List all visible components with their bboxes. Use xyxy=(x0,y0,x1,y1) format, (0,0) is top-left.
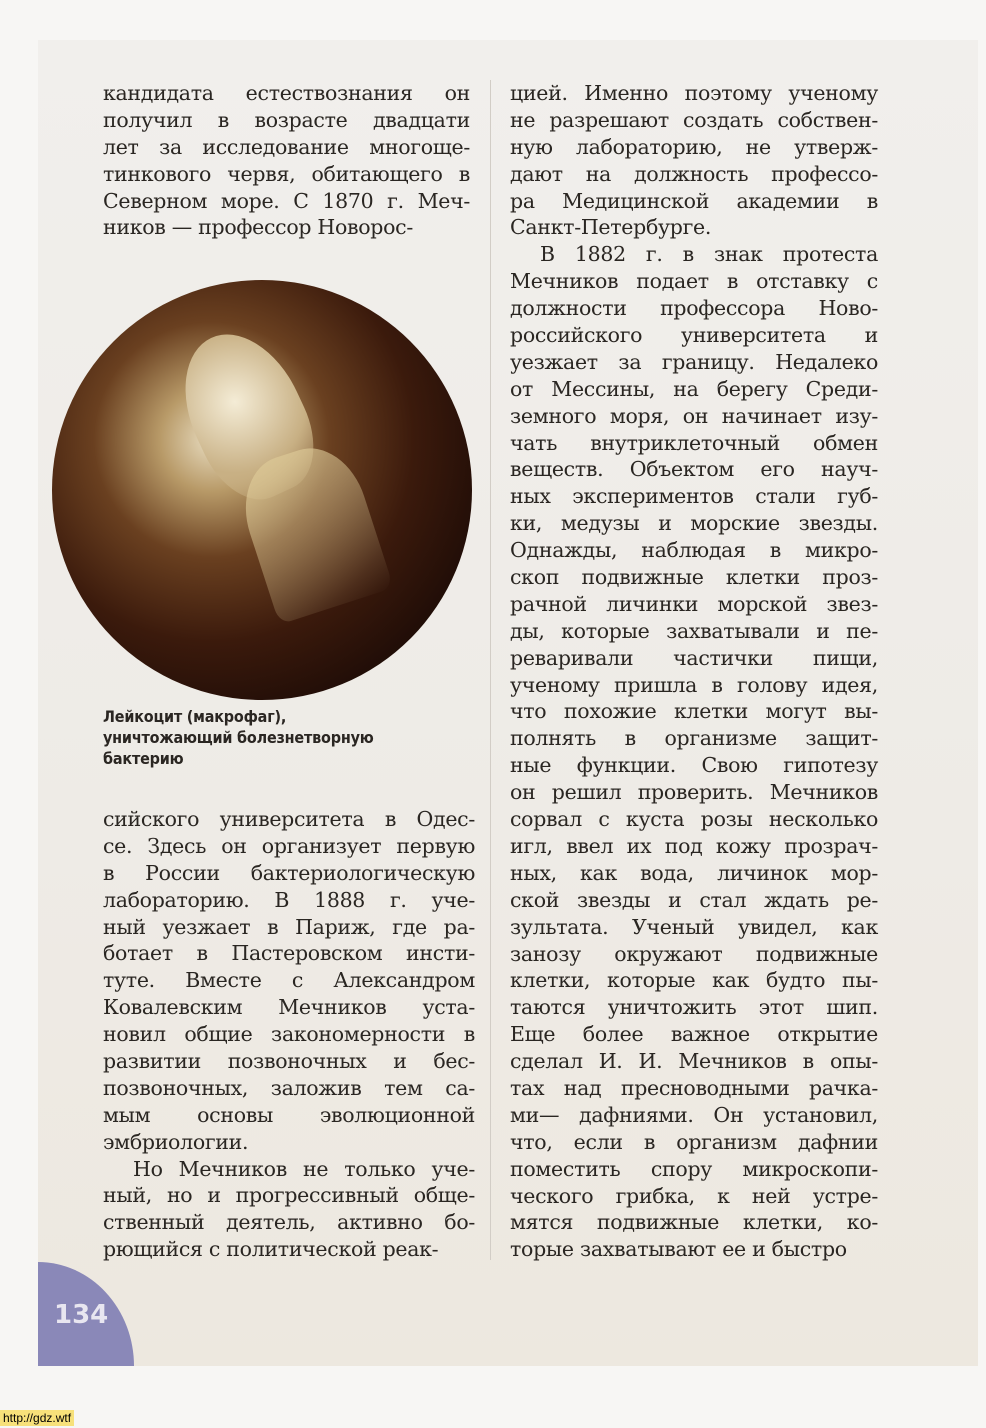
text-line: Еще более важное открытие xyxy=(510,1022,878,1047)
text-line: ный, но и прогрессивный обще- xyxy=(103,1183,475,1208)
text-line: ми— дафниями. Он установил, xyxy=(510,1102,878,1127)
text-line: игл, ввел их под кожу прозрач- xyxy=(510,833,878,858)
text-column-right xyxy=(510,80,878,1263)
text-line: Однажды, наблюдая в микро- xyxy=(510,538,878,563)
text-line: он решил проверить. Мечников xyxy=(510,780,878,805)
text-line: тинкового червя, обитающего в xyxy=(103,161,470,186)
caption-line: уничтожающий болезнетворную xyxy=(103,728,374,747)
text-line: что, если в организм дафнии xyxy=(510,1129,878,1154)
text-line: ных, как вода, личинок мор- xyxy=(510,860,878,885)
text-line: мятся подвижные клетки, ко- xyxy=(510,1210,878,1235)
page-number: 134 xyxy=(54,1300,109,1330)
text-line: новил общие закономерности в xyxy=(103,1022,475,1047)
text-line: Северном море. С 1870 г. Меч- xyxy=(103,188,470,213)
text-line: сделал И. И. Мечников в опы- xyxy=(510,1049,878,1074)
text-line: ческого грибка, к ней устре- xyxy=(510,1183,878,1208)
text-line: от Мессины, на берегу Среди- xyxy=(510,376,878,401)
text-line: лабораторию. В 1888 г. уче- xyxy=(103,887,475,912)
text-line: поместить спору микроскопи- xyxy=(510,1156,878,1181)
watermark-link[interactable]: http://gdz.wtf xyxy=(0,1410,74,1426)
macrophage-photo xyxy=(52,280,472,700)
text-line: ученому пришла в голову идея, xyxy=(510,672,878,697)
text-line: получил в возрасте двадцати xyxy=(103,107,470,132)
text-line: рачной личинки морской звез- xyxy=(510,591,878,616)
photo-caption xyxy=(103,706,374,769)
text-line: мым основы эволюционной xyxy=(103,1102,475,1127)
text-line: Ковалевским Мечников уста- xyxy=(103,995,475,1020)
text-line: не разрешают создать собствен- xyxy=(510,107,878,132)
text-line: в России бактериологическую xyxy=(103,860,475,885)
text-line: ботает в Пастеровском инсти- xyxy=(103,941,475,966)
text-line: Санкт-Петербурге. xyxy=(510,215,712,240)
text-line: скоп подвижные клетки проз- xyxy=(510,565,878,590)
text-line: дают на должность профессо- xyxy=(510,161,878,186)
text-line: позвоночных, заложив тем са- xyxy=(103,1075,475,1100)
text-line: кандидата естествознания он xyxy=(103,81,470,105)
text-line: Мечников подает в отставку с xyxy=(510,269,878,294)
text-column-left-top xyxy=(103,80,470,241)
text-line: ников — профессор Новорос- xyxy=(103,215,413,240)
text-line: сийского университета в Одес- xyxy=(103,807,475,831)
text-line: зультата. Ученый увидел, как xyxy=(510,914,878,939)
column-divider xyxy=(490,80,491,1260)
text-column-left-bottom xyxy=(103,806,475,1263)
text-line: реваривали частички пищи, xyxy=(510,645,878,670)
text-line: тах над пресноводными рачка- xyxy=(510,1075,878,1100)
text-line: чать внутриклеточный обмен xyxy=(510,430,878,455)
text-line: эмбриологии. xyxy=(103,1129,249,1154)
text-line: таются уничтожить этот шип. xyxy=(510,995,878,1020)
text-line: лет за исследование многоще- xyxy=(103,134,470,159)
text-line: сорвал с куста розы несколько xyxy=(510,807,878,832)
text-line: занозу окружают подвижные xyxy=(510,941,878,966)
text-line: ный уезжает в Париж, где ра- xyxy=(103,914,475,939)
text-line: что похожие клетки могут вы- xyxy=(510,699,878,724)
text-line: развитии позвоночных и бес- xyxy=(103,1049,475,1074)
text-line: российского университета и xyxy=(510,323,878,348)
text-line: ки, медузы и морские звезды. xyxy=(510,511,878,536)
text-line: клетки, которые как будто пы- xyxy=(510,968,878,993)
text-line: рющийся с политической реак- xyxy=(103,1237,439,1262)
caption-line: бактерию xyxy=(103,749,184,768)
text-line: цией. Именно поэтому ученому xyxy=(510,81,878,105)
text-line: полнять в организме защит- xyxy=(510,726,878,751)
text-line: должности профессора Ново- xyxy=(510,296,878,321)
text-line: торые захватывают ее и быстро xyxy=(510,1237,847,1262)
text-line: ра Медицинской академии в xyxy=(510,188,878,213)
text-line: се. Здесь он организует первую xyxy=(103,833,475,858)
caption-line: Лейкоцит (макрофаг), xyxy=(103,707,287,726)
text-line: веществ. Объектом его науч- xyxy=(510,457,878,482)
text-line: ные функции. Свою гипотезу xyxy=(510,753,878,778)
text-line: земного моря, он начинает изу- xyxy=(510,403,878,428)
text-line: уезжает за границу. Недалеко xyxy=(510,349,878,374)
text-line: ную лабораторию, не утверж- xyxy=(510,134,878,159)
text-line: Но Мечников не только уче- xyxy=(133,1156,475,1181)
text-line: В 1882 г. в знак протеста xyxy=(540,242,878,267)
text-line: ской звезды и стал ждать ре- xyxy=(510,887,878,912)
text-line: туте. Вместе с Александром xyxy=(103,968,475,993)
text-line: ды, которые захватывали и пе- xyxy=(510,618,878,643)
text-line: ных экспериментов стали губ- xyxy=(510,484,878,509)
text-line: ственный деятель, активно бо- xyxy=(103,1210,475,1235)
